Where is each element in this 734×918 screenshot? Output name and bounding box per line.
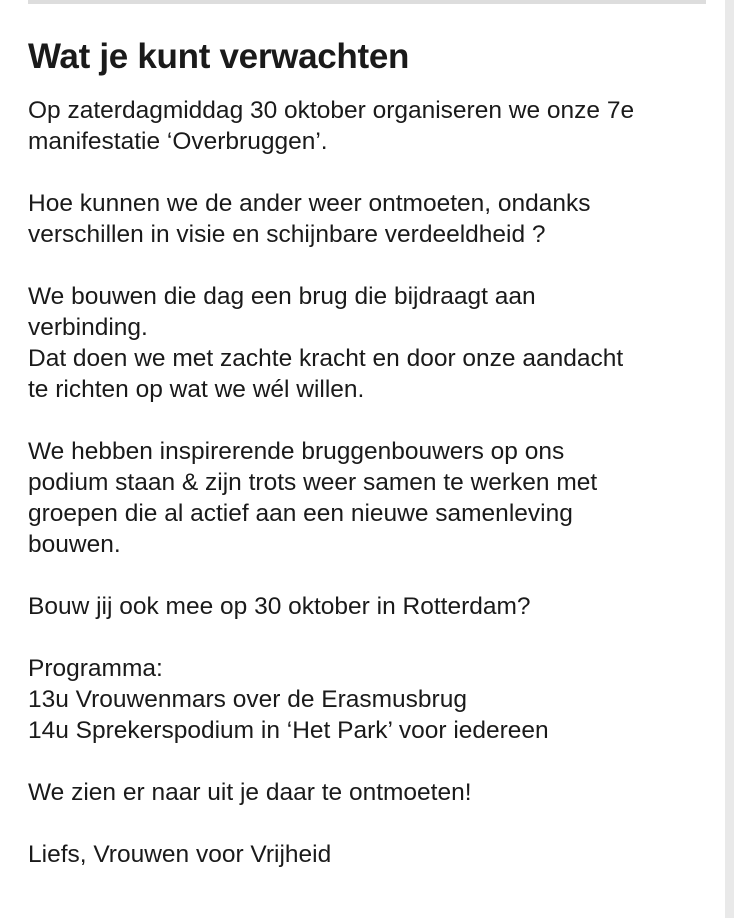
paragraph-speakers: We hebben inspirerende bruggenbouwers op ons podium staan & zijn trots weer samen te werken met groepen die al actief aan een nieuwe samenleving bouwen. — [28, 438, 598, 558]
paragraph-signature: Liefs, Vrouwen voor Vrijheid — [28, 841, 332, 868]
scrollbar-track[interactable] — [725, 0, 734, 918]
top-divider — [28, 0, 706, 4]
paragraph-question: Hoe kunnen we de ander weer ontmoeten, ondanks verschillen in visie en schijnbare verdeeldheid ? — [28, 190, 591, 248]
section-heading: Wat je kunt verwachten — [28, 37, 410, 76]
description-content — [28, 35, 708, 870]
paragraph-call-to-action: Bouw jij ook mee op 30 oktober in Rotterdam? — [28, 593, 531, 620]
paragraph-closing: We zien er naar uit je daar te ontmoeten! — [28, 779, 472, 806]
paragraph-programme: Programma: 13u Vrouwenmars over de Erasmusbrug 14u Sprekerspodium in ‘Het Park’ voor iedereen — [28, 655, 549, 744]
paragraph-intro: Op zaterdagmiddag 30 oktober organiseren we onze 7e manifestatie ‘Overbruggen’. — [28, 97, 635, 155]
paragraph-bridge: We bouwen die dag een brug die bijdraagt aan verbinding. Dat doen we met zachte kracht en door onze aandacht te richten op wat we wél willen. — [28, 283, 624, 403]
